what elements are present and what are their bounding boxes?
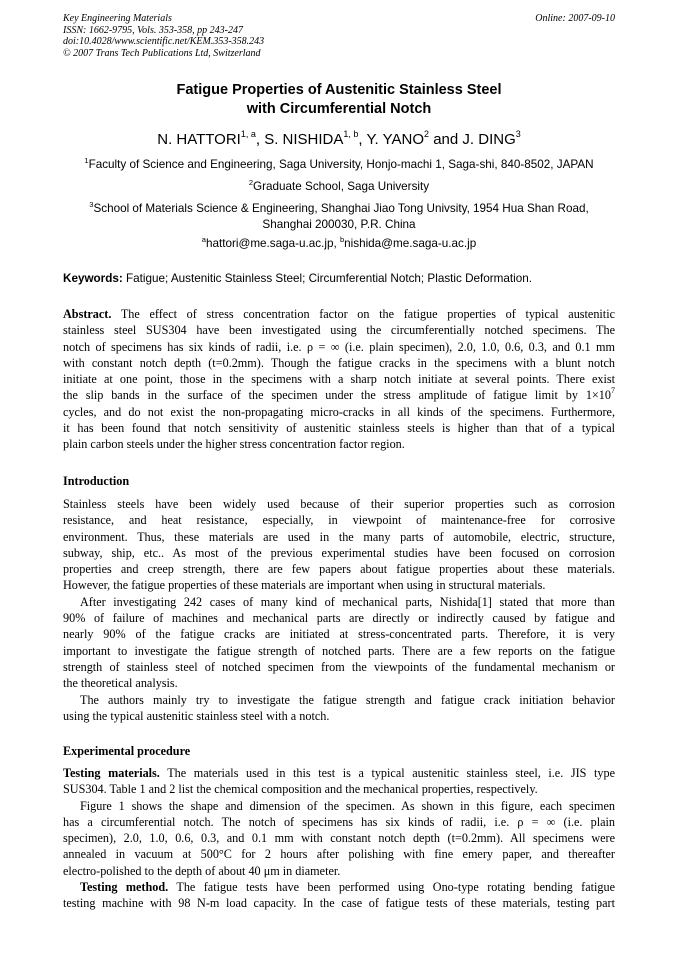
intro-line: nearly 90% of the fatigue cracks are initiated at stress-concentrated parts. Therefore, it is very: [63, 627, 615, 642]
keywords-label: Keywords:: [63, 272, 123, 285]
testing-method-label: Testing method.: [80, 880, 169, 895]
abstract-line: Abstract. The effect of stress concentration factor on the fatigue properties of typical austenitic: [63, 307, 615, 321]
intro-line: Stainless steels have been widely used because of their superior properties such as corrosion: [63, 497, 615, 511]
issn-line: ISSN: 1662-9795, Vols. 353-358, pp 243-247: [63, 24, 243, 36]
aff1-sup: 1: [84, 156, 89, 165]
intro-line: the theoretical analysis.: [63, 676, 178, 691]
aff1-text: Faculty of Science and Engineering, Saga University, Honjo-machi 1, Saga-shi, 840-8502, JAPAN: [88, 158, 594, 171]
aff3-line-2: Shanghai 200030, P.R. China: [262, 217, 416, 231]
abstract-line: with constant notch depth (t=0.2mm). Though the fatigue cracks in the specimens with a blunt notch: [63, 355, 615, 370]
abstract-line: plain carbon steels under the higher stress concentration factor region.: [63, 437, 405, 452]
intro-line: strength of stainless steel of notched specimen from the viewpoints of the fundamental mechanism or: [63, 659, 615, 674]
email-a[interactable]: hattori@me.saga-u.ac.jp,: [205, 237, 340, 250]
aff2-text: Graduate School, Saga University: [253, 180, 430, 193]
author-4: and J. DING: [429, 131, 516, 148]
author-2-sup: 1, b: [343, 129, 359, 139]
author-1: N. HATTORI: [157, 131, 241, 148]
abstract-line: cycles, and do not exist the non-propagating micro-cracks in all kinds of the specimens. Furthermore,: [63, 404, 615, 419]
email-a-sup: a: [201, 235, 206, 244]
journal-header: [63, 13, 615, 59]
abstract-line: initiate at one point, those in the specimens with a sharp notch initiate at several points. There exist: [63, 372, 615, 387]
intro-line: After investigating 242 cases of many kind of mechanical parts, Nishida[1] stated that more than: [80, 594, 615, 609]
author-3: , Y. YANO: [358, 131, 425, 148]
intro-line: using the typical austenitic stainless steel with a notch.: [63, 708, 330, 723]
abstract-line: stainless steel SUS304 have been investigated using the circumferentially notched specimens. The: [63, 323, 615, 338]
keywords-text: Fatigue; Austenitic Stainless Steel; Circumferential Notch; Plastic Deformation.: [122, 272, 533, 285]
author-2: , S. NISHIDA: [255, 131, 344, 148]
affiliation-2: [63, 179, 615, 195]
affiliation-3: [63, 201, 615, 232]
journal-name: Key Engineering Materials: [63, 13, 172, 24]
affiliation-1: [63, 157, 615, 173]
author-3-sup: 2: [424, 129, 430, 139]
abstract-line: notch of specimens has six kinds of radii, i.e. ρ = ∞ (i.e. plain specimen), 2.0, 1.0, 0.6, 0.3, and 0.1 mm: [63, 339, 615, 354]
abstract-line: it has been found that notch sensitivity of austenitic stainless steels is higher than that of a typical: [63, 421, 615, 436]
email-b-sup: b: [339, 235, 345, 244]
aff3-sup: 3: [89, 200, 94, 209]
abstract: [63, 306, 615, 453]
email-line: [63, 236, 615, 252]
testing-materials-label: Testing materials.: [63, 766, 160, 780]
intro-line: The authors mainly try to investigate the fatigue strength and fatigue crack initiation behavior: [80, 692, 615, 707]
exp-line: Testing method. The fatigue tests have been performed using Ono-type rotating bending fatigue: [80, 880, 616, 895]
online-date: Online: 2007-09-10: [535, 13, 615, 24]
paper-title: [63, 81, 615, 119]
exp-line: annealed in vacuum at 500°C for 2 hours after polishing with fine emery paper, and thereafter: [63, 847, 615, 862]
introduction-heading: Introduction: [63, 474, 130, 488]
exp-line: electro-polished to the depth of about 40 μm in diameter.: [63, 863, 341, 878]
intro-line: subway, ship, etc.. As most of the previous experimental studies have been focused on corrosion: [63, 545, 615, 560]
exp-line: has a circumferential notch. The notch of specimens has six kinds of radii, i.e. ρ = ∞ (i.e. plain: [63, 814, 615, 829]
doi-line[interactable]: doi:10.4028/www.scientific.net/KEM.353-358.243: [63, 36, 265, 47]
abstract-exponent: 7: [611, 386, 615, 396]
title-line-2: with Circumferential Notch: [246, 101, 432, 117]
intro-line: properties and creep strength, there are few papers about fatigue properties about these materials.: [63, 562, 615, 577]
exp-line: SUS304. Table 1 and 2 list the chemical composition and the mechanical properties, respectively.: [63, 782, 538, 797]
exp-line: Figure 1 shows the shape and dimension of the specimen. As shown in this figure, each specimen: [80, 798, 615, 813]
intro-line: However, the fatigue properties of these materials are important when using in structural materials.: [63, 578, 546, 593]
exp-line: specimen), 2.0, 1.0, 0.6, 0.3, and 0.1 mm with constant notch depth (t=0.2mm). All specimens were: [63, 831, 615, 846]
keywords: [63, 271, 615, 286]
abstract-line: the slip bands in the surface of the specimen under the stress amplitude of fatigue limit by $1\times 10^7$: [63, 386, 615, 403]
exp-line: Testing materials. The materials used in this test is a typical austenitic stainless steel, i.e. JIS type: [63, 766, 615, 780]
author-4-sup: 3: [515, 129, 521, 139]
aff2-sup: 2: [248, 178, 254, 187]
author-list: [63, 130, 615, 150]
title-line-1: Fatigue Properties of Austenitic Stainless Steel: [176, 82, 502, 98]
exp-line: testing machine with 98 N-m load capacity. In the case of fatigue tests of these materials, testing part: [63, 896, 615, 911]
intro-line: 90% of failure of machines and mechanical parts are directly or indirectly caused by fatigue and: [63, 611, 615, 626]
introduction-body: [63, 496, 615, 724]
experimental-body: [63, 765, 615, 912]
aff3-line-1: School of Materials Science & Engineering, Shanghai Jiao Tong Univsity, 1954 Hua Shan Road,: [93, 202, 589, 215]
experimental-heading: Experimental procedure: [63, 744, 191, 758]
copyright-line: © 2007 Trans Tech Publications Ltd, Switzerland: [63, 47, 261, 59]
author-1-sup: 1, a: [240, 129, 256, 139]
intro-line: environment. Thus, these materials are used in the many parts of automobile, electric, structure,: [63, 529, 615, 544]
intro-line: important to investigate the fatigue strength of notched parts. There are a few reports on the fatigue: [63, 643, 615, 658]
intro-line: resistance, and heat resistance, especially, in viewpoint of maintenance-free for corrosive: [63, 513, 615, 528]
email-b[interactable]: nishida@me.saga-u.ac.jp: [344, 237, 477, 250]
abstract-label: Abstract.: [63, 307, 112, 321]
